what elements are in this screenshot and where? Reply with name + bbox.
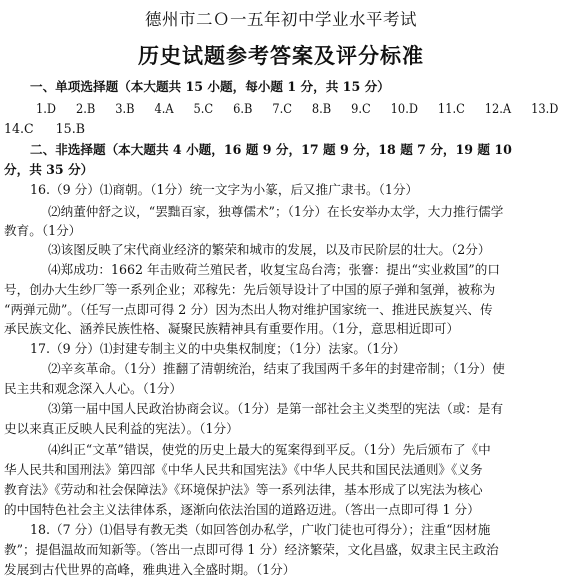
section1-heading: 一、单项选择题（本大题共 15 小题，每小题 1 分，共 15 分） xyxy=(30,79,390,94)
answer-item: 5.C xyxy=(193,101,214,116)
document-title: 历史试题参考答案及评分标准 xyxy=(138,43,424,68)
answer-item: 10.D xyxy=(390,101,418,116)
answer-item: 12.A xyxy=(484,101,512,116)
answer-item: 13.D xyxy=(531,101,559,116)
q17-line: 华人民共和国刑法》第四部《中华人民共和国宪法》《中华人民共和国民法通则》《义务 xyxy=(4,462,483,477)
answer-item: 9.C xyxy=(351,101,371,116)
q16-line: 16.（9 分）⑴商朝。（1分）统一文字为小篆，后又推广隶书。（1分） xyxy=(30,182,419,197)
q16-line: 教育。（1分） xyxy=(4,223,82,238)
answer-row-1 xyxy=(36,100,558,118)
answer-item: 4.A xyxy=(154,101,174,116)
answer-item: 3.B xyxy=(115,101,135,116)
answer-item: 8.B xyxy=(311,101,332,116)
q18-line: 教”；提倡温故而知新等。（答出一点即可得 1 分）经济繁荣，文化昌盛，奴隶主民主政治 xyxy=(4,542,499,557)
q18-line: 发展到古代世界的高峰，雅典进入全盛时期。（1分） xyxy=(4,562,296,577)
answer-item: 11.C xyxy=(437,101,465,116)
answer-item: 2.B xyxy=(75,101,96,116)
answer-item: 7.C xyxy=(272,101,292,116)
answer-row-2 xyxy=(4,120,107,138)
q17-line: 民主共和观念深入人心。（1分） xyxy=(4,381,183,396)
q16-line: ⑶该图反映了宋代商业经济的繁荣和城市的发展，以及市民阶层的壮大。（2分） xyxy=(48,242,491,257)
q17-line: 史以来真正反映人民利益的宪法）。（1分） xyxy=(4,421,239,436)
q17-line: 的中国特色社会主义法律体系，逐渐向依法治国的道路迈进。（答出一点即可得 1 分） xyxy=(4,502,480,517)
q16-line: 号，创办大生纱厂等一系列企业；邓稼先：先后领导设计了中国的原子弹和氢弹，被称为 xyxy=(4,282,496,297)
q16-line: “两弹元勋”。（任写一点即可得 2 分）因为杰出人物对维护国家统一、推进民族复兴、传 xyxy=(4,302,493,317)
answer-item: 15.B xyxy=(55,121,85,136)
answer-item: 6.B xyxy=(233,101,253,116)
q18-line: 18.（7 分）⑴倡导有教无类（如回答创办私学，广收门徒也可得分）；注重“因材施 xyxy=(30,522,491,537)
q16-line: 承民族文化、涵养民族性格、凝聚民族精神具有重要作用。（1分，意思相近即可） xyxy=(4,321,460,336)
q16-line: ⑷郑成功：1662 年击败荷兰殖民者，收复宝岛台湾；张謇：提出“实业救国”的口 xyxy=(48,262,500,277)
q17-line: ⑶第一届中国人民政治协商会议。（1分）是第一部社会主义类型的宪法（或：是有 xyxy=(48,401,504,416)
exam-title: 德州市二Ｏ一五年初中学业水平考试 xyxy=(145,10,417,29)
section2-heading-cont: 分，共 35 分） xyxy=(4,162,94,177)
section2-heading: 二、非选择题（本大题共 4 小题，16 题 9 分，17 题 9 分，18 题 7 分，19 题 10 xyxy=(30,142,512,157)
answer-item: 1.D xyxy=(36,101,57,116)
q17-line: 17.（9 分）⑴封建专制主义的中央集权制度；（1分）法家。（1分） xyxy=(30,341,406,356)
q17-line: 教育法》《劳动和社会保障法》《环境保护法》等一系列法律，基本形成了以宪法为核心 xyxy=(4,482,483,497)
answer-item: 14.C xyxy=(4,121,34,136)
q16-line: ⑵纳董仲舒之议，“罢黜百家，独尊儒术”；（1分）在长安举办太学，大力推行儒学 xyxy=(48,204,504,219)
q17-line: ⑵辛亥革命。（1分）推翻了清朝统治，结束了我国两千多年的封建帝制；（1分）使 xyxy=(48,361,505,376)
q17-line: ⑷纠正“文革”错误，使党的历史上最大的冤案得到平反。（1分）先后颁布了《中 xyxy=(48,442,491,457)
